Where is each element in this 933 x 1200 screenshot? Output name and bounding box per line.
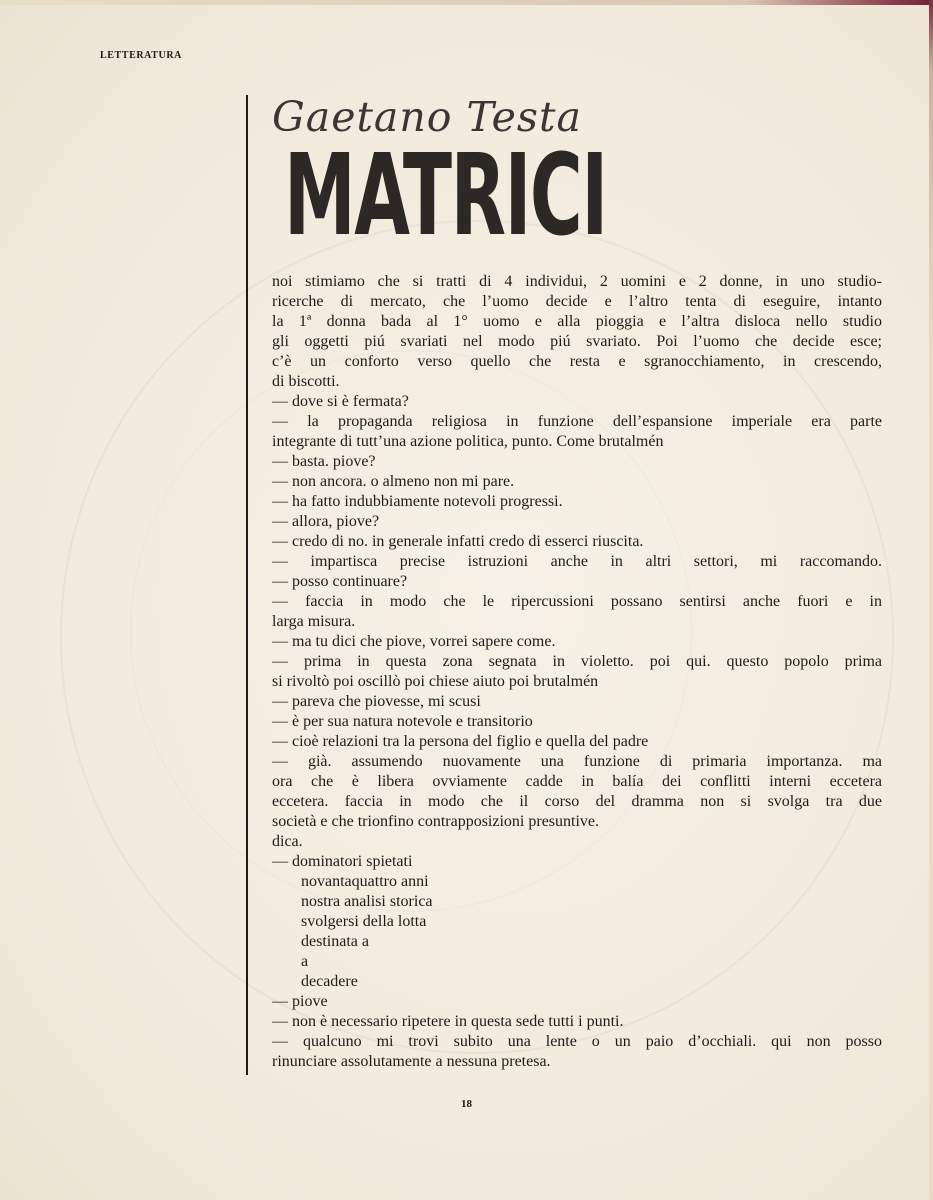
- text-line: gli oggetti piú svariati nel modo piú svariato. Poi l’uomo che decide esce;: [272, 333, 882, 350]
- text-line: — allora, piove?: [272, 513, 380, 530]
- article-title: [284, 129, 644, 261]
- text-line: ricerche di mercato, che l’uomo decide e l’altro tenta di eseguire, intanto: [272, 293, 882, 310]
- page-top-edge: [0, 0, 933, 5]
- page-right-edge: [929, 0, 933, 1200]
- text-line: larga misura.: [272, 613, 356, 630]
- text-line: destinata a: [301, 933, 369, 950]
- section-label: LETTERATURA: [100, 50, 182, 61]
- text-line: — piove: [272, 993, 328, 1010]
- text-line: integrante di tutt’una azione politica, punto. Come brutalmén: [272, 433, 664, 450]
- text-line: decadere: [301, 973, 358, 990]
- text-line: — ma tu dici che piove, vorrei sapere come.: [272, 633, 556, 650]
- text-line: — prima in questa zona segnata in violetto. poi qui. questo popolo prima: [272, 653, 882, 670]
- text-line: c’è un conforto verso quello che resta e sgranocchiamento, in crescendo,: [272, 353, 882, 370]
- text-line: — non è necessario ripetere in questa sede tutti i punti.: [272, 1013, 624, 1030]
- article-title-text: MATRICI: [284, 129, 607, 261]
- page-number: 18: [461, 1098, 472, 1110]
- text-line: di biscotti.: [272, 373, 340, 390]
- text-line: a: [301, 953, 309, 970]
- text-line: nostra analisi storica: [301, 893, 433, 910]
- text-line: — è per sua natura notevole e transitorio: [272, 713, 533, 730]
- text-line: — cioè relazioni tra la persona del figlio e quella del padre: [272, 733, 649, 750]
- article-body: [272, 272, 882, 1072]
- text-line: ora che è libera ovviamente cadde in balía dei conflitti interni eccetera: [272, 773, 882, 790]
- text-line: società e che trionfino contrapposizioni presuntive.: [272, 813, 600, 830]
- text-line: svolgersi della lotta: [301, 913, 427, 930]
- text-line: dica.: [272, 833, 303, 850]
- author-name: Gaetano Testa: [272, 93, 582, 141]
- text-line: — posso continuare?: [272, 573, 408, 590]
- text-line: — ha fatto indubbiamente notevoli progressi.: [272, 493, 563, 510]
- text-line: — credo di no. in generale infatti credo di esserci riuscita.: [272, 533, 644, 550]
- text-line: — faccia in modo che le ripercussioni possano sentirsi anche fuori e in: [272, 593, 882, 610]
- text-line: noi stimiamo che si tratti di 4 individui, 2 uomini e 2 donne, in uno studio-: [272, 273, 882, 290]
- text-line: — la propaganda religiosa in funzione dell’espansione imperiale era parte: [272, 413, 882, 430]
- text-line: — dominatori spietati: [272, 853, 413, 870]
- text-line: — basta. piove?: [272, 453, 376, 470]
- text-line: novantaquattro anni: [301, 873, 429, 890]
- vertical-rule: [246, 95, 248, 1075]
- text-line: — pareva che piovesse, mi scusi: [272, 693, 481, 710]
- text-line: — non ancora. o almeno non mi pare.: [272, 473, 515, 490]
- text-line: rinunciare assolutamente a nessuna pretesa.: [272, 1053, 551, 1070]
- text-line: — dove si è fermata?: [272, 393, 409, 410]
- text-line: eccetera. faccia in modo che il corso del dramma non si svolga tra due: [272, 793, 882, 810]
- text-line: — già. assumendo nuovamente una funzione di primaria importanza. ma: [272, 753, 882, 770]
- text-line: — impartisca precise istruzioni anche in altri settori, mi raccomando.: [272, 553, 882, 570]
- text-line: — qualcuno mi trovi subito una lente o un paio d’occhiali. qui non posso: [272, 1033, 882, 1050]
- text-line: la 1ª donna bada al 1° uomo e alla pioggia e l’altra disloca nello studio: [272, 313, 882, 330]
- text-line: si rivoltò poi oscillò poi chiese aiuto poi brutalmén: [272, 673, 599, 690]
